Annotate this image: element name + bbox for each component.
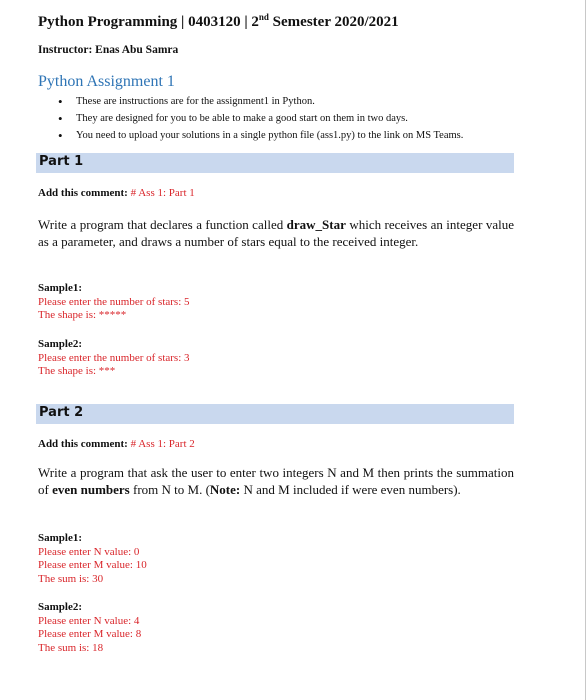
part1-comment-label: Add this comment: (38, 187, 128, 199)
sample-line: The shape is: ***** (38, 309, 127, 321)
instruction-item: • You need to upload your solutions in a single python file (ass1.py) to the link on MS Teams. (58, 127, 463, 144)
course-header (38, 12, 399, 31)
course-header-sup: nd (258, 12, 269, 22)
part1-desc-after: which receives an integer value as a parameter, and draws a number of stars equal to the received integer. (38, 217, 514, 249)
instruction-item: • They are designed for you to be able to make a good start on them in two days. (58, 110, 463, 127)
sample-label: Sample1: (38, 532, 82, 544)
part2-sample1 (38, 532, 147, 586)
instruction-item: • These are instructions are for the assignment1 in Python. (58, 93, 463, 110)
part2-comment (38, 438, 195, 450)
sample-line: The sum is: 30 (38, 572, 104, 585)
course-header-suffix: Semester 2020/2021 (268, 14, 399, 30)
sample-line: Please enter M value: 10 (38, 559, 147, 571)
instructor-line: Instructor: Enas Abu Samra (38, 44, 179, 56)
part2-desc-emphasis: even numbers (52, 481, 130, 497)
part2-comment-label: Add this comment: (38, 438, 128, 450)
part1-comment-text: # Ass 1: Part 1 (130, 187, 195, 199)
course-header-prefix: Python Programming | 0403120 | 2 (38, 14, 259, 30)
part2-sample2 (38, 601, 141, 655)
part1-desc-function-name: draw_Star (286, 217, 346, 232)
part2-comment-text: # Ass 1: Part 2 (130, 438, 195, 450)
part2-desc-before: Write a program that ask the user to enter two integers N and M then prints the summation of (38, 465, 514, 497)
part2-desc-after: N and M included if were even numbers). (240, 481, 461, 497)
sample-label: Sample1: (38, 282, 82, 294)
sample-line: Please enter M value: 8 (38, 628, 142, 640)
part1-heading-bar (36, 153, 514, 173)
part2-desc-middle: from N to M. ( (129, 481, 210, 497)
sample-label: Sample2: (38, 601, 82, 613)
sample-line: Please enter the number of stars: 3 (38, 351, 190, 364)
part1-description (38, 217, 514, 250)
sample-line: Please enter N value: 4 (38, 614, 140, 627)
sample-line: Please enter the number of stars: 5 (38, 295, 190, 308)
instruction-list (58, 93, 463, 144)
part1-sample1 (38, 282, 190, 323)
part1-sample2 (38, 338, 190, 379)
assignment-title: Python Assignment 1 (38, 73, 175, 90)
part1-desc-before: Write a program that declares a function called (38, 217, 287, 232)
sample-line: The sum is: 18 (38, 641, 104, 654)
part2-description (38, 465, 514, 498)
part1-comment (38, 187, 195, 199)
sample-line: The shape is: *** (38, 365, 116, 377)
part2-desc-note: Note: (209, 481, 241, 497)
part2-title: Part 2 (39, 405, 84, 420)
part1-title: Part 1 (39, 154, 84, 169)
part2-heading-bar (36, 404, 514, 424)
sample-label: Sample2: (38, 338, 82, 350)
sample-line: Please enter N value: 0 (38, 545, 140, 558)
